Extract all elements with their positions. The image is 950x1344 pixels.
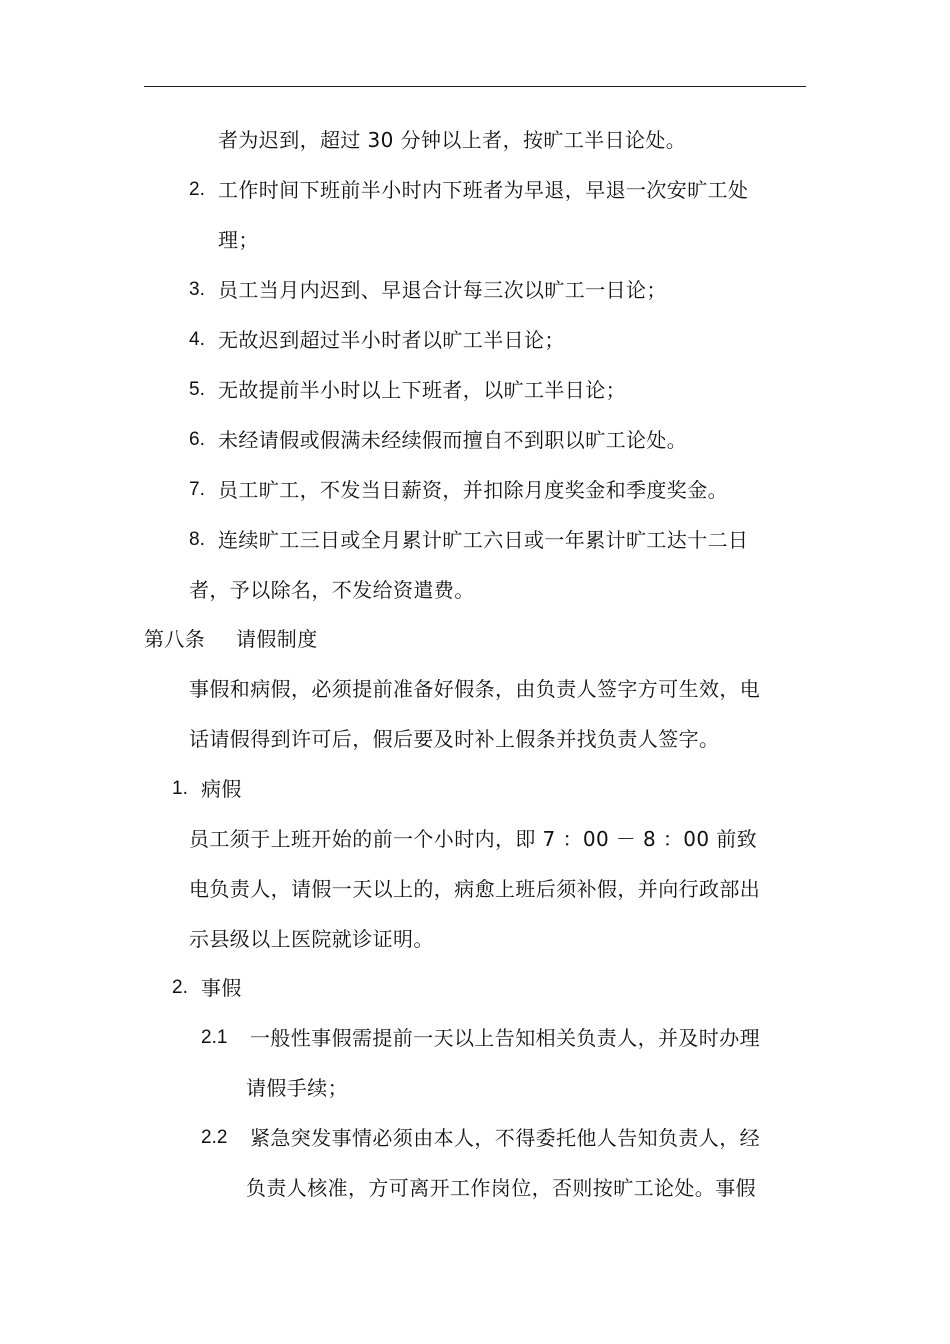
section-heading: 事假 [201,976,242,1000]
paragraph-line: 电负责人，请假一天以上的，病愈上班后须补假，并向行政部出 [189,877,761,901]
section-heading: 病假 [201,777,242,801]
list-number: 4. [189,329,205,350]
list-number: 3. [189,279,205,300]
article-title: 请假制度 [236,627,318,651]
paragraph-line: 话请假得到许可后，假后要及时补上假条并找负责人签字。 [189,727,720,751]
list-item-text: 未经请假或假满未经续假而擅自不到职以旷工论处。 [218,428,688,452]
header-rule [144,86,806,87]
section-number: 2. [172,977,188,998]
list-number: 7. [189,479,205,500]
list-item-text: 连续旷工三日或全月累计旷工六日或一年累计旷工达十二日 [218,528,749,552]
list-number: 5. [189,379,205,400]
list-number: 2. [189,179,205,200]
list-item-text: 工作时间下班前半小时内下班者为早退，早退一次安旷工处 [218,178,749,202]
subsection-text: 负责人核准，方可离开工作岗位，否则按旷工论处。事假 [246,1176,756,1200]
paragraph-line: 者为迟到，超过 30 分钟以上者，按旷工半日论处。 [218,128,687,152]
paragraph-line: 事假和病假，必须提前准备好假条，由负责人签字方可生效，电 [189,677,761,701]
list-item-text: 理； [218,228,259,252]
list-item-text: 员工旷工，不发当日薪资，并扣除月度奖金和季度奖金。 [218,478,728,502]
article-number: 第八条 [144,627,206,651]
paragraph-line: 示县级以上医院就诊证明。 [189,927,434,951]
list-item-text: 无故提前半小时以上下班者，以旷工半日论； [218,378,626,402]
list-item-text: 员工当月内迟到、早退合计每三次以旷工一日论； [218,278,667,302]
list-item-text: 无故迟到超过半小时者以旷工半日论； [218,328,565,352]
list-number: 8. [189,529,205,550]
subsection-number: 2.2 [201,1127,228,1148]
subsection-text: 一般性事假需提前一天以上告知相关负责人，并及时办理 [250,1026,760,1050]
subsection-text: 请假手续； [246,1076,348,1100]
list-item-text: 者，予以除名，不发给资遣费。 [189,578,475,602]
section-number: 1. [172,778,188,799]
paragraph-line: 员工须于上班开始的前一个小时内，即 7 ：00 － 8 ：00 前致 [189,827,758,851]
subsection-number: 2.1 [201,1027,228,1048]
subsection-text: 紧急突发事情必须由本人，不得委托他人告知负责人，经 [250,1126,760,1150]
list-number: 6. [189,429,205,450]
